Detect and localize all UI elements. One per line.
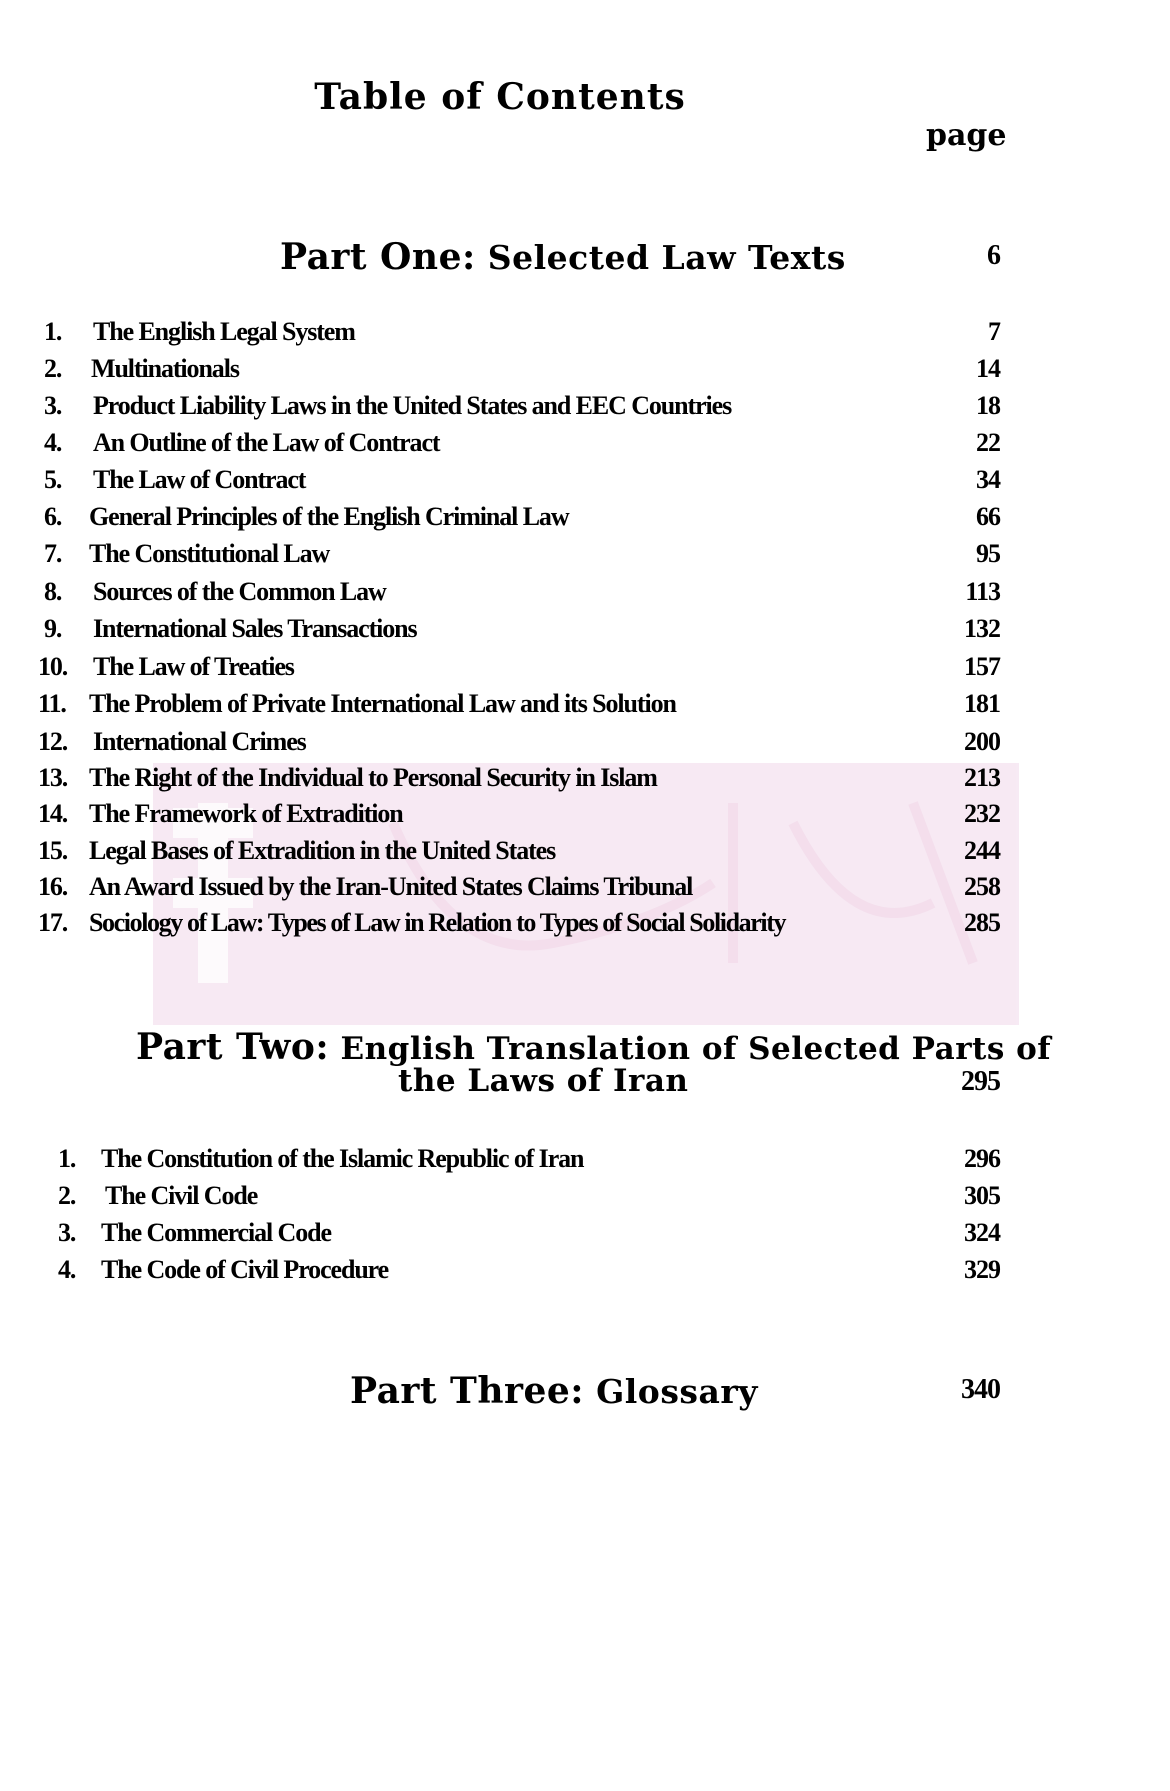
entry-page: 296 [964,1144,1000,1173]
entry-title: Product Liability Laws in the United States and EEC Countries [93,391,732,420]
entry-title: International Crimes [93,727,306,756]
entry-title: An Award Issued by the Iran-United States Claims Tribunal [89,872,693,901]
page-column-label: page [926,118,1007,153]
entry-number: 13. [38,763,68,792]
entry-number: 7. [44,539,62,568]
entry-page: 244 [964,836,1000,865]
entry-page: 181 [964,689,1000,718]
entry-number: 16. [38,872,68,901]
entry-title: The Constitutional Law [89,539,330,568]
entry-page: 200 [964,727,1000,756]
entry-title: The Commercial Code [101,1218,331,1247]
entry-page: 213 [964,763,1000,792]
entry-page: 232 [964,799,1000,828]
toc-entry[interactable] [0,872,1170,909]
entry-title: Multinationals [91,354,239,383]
toc-entry[interactable] [0,502,1170,539]
entry-number: 15. [38,836,68,865]
entry-title: The Framework of Extradition [89,799,403,828]
toc-entry[interactable] [0,763,1170,800]
entry-number: 14. [38,799,68,828]
entry-title: Sources of the Common Law [93,577,386,606]
toc-entry[interactable] [0,836,1170,873]
entry-number: 2. [58,1181,76,1210]
entry-page: 258 [964,872,1000,901]
entry-page: 329 [964,1255,1000,1284]
entry-page: 132 [964,614,1000,643]
entry-title: The Right of the Individual to Personal Security in Islam [89,763,657,792]
toc-entry[interactable] [0,391,1170,428]
entry-page: 305 [964,1181,1000,1210]
entry-number: 3. [44,391,62,420]
toc-entry[interactable] [0,577,1170,614]
entry-number: 12. [38,727,68,756]
entry-title: The Law of Contract [93,465,306,494]
entry-number: 1. [58,1144,76,1173]
entry-page: 22 [976,428,1000,457]
entry-page: 324 [964,1218,1000,1247]
entry-title: The English Legal System [93,317,355,346]
toc-entry[interactable] [0,428,1170,465]
entry-title: General Principles of the English Criminal Law [89,502,569,531]
entry-title: The Code of Civil Procedure [101,1255,389,1284]
part-two-title: English Translation of Selected Parts of [340,1031,1052,1067]
entry-number: 8. [44,577,62,606]
entry-title: Legal Bases of Extradition in the United States [89,836,556,865]
entry-number: 2. [44,354,62,383]
entry-title: An Outline of the Law of Contract [93,428,440,457]
toc-entry[interactable] [0,354,1170,391]
entry-page: 18 [976,391,1000,420]
entry-page: 157 [964,652,1000,681]
part-one-page: 6 [987,240,1000,271]
toc-entry[interactable] [0,689,1170,726]
toc-entry[interactable] [0,1181,1170,1218]
entry-number: 4. [58,1255,76,1284]
toc-entry[interactable] [0,908,1170,945]
part-one-label: Part One: [280,236,476,278]
part-three-heading [350,1370,758,1412]
toc-entry[interactable] [0,799,1170,836]
entry-number: 17. [38,908,68,937]
entry-page: 66 [976,502,1000,531]
entry-number: 3. [58,1218,76,1247]
toc-entry[interactable] [0,1255,1170,1292]
toc-entry[interactable] [0,614,1170,651]
part-three-label: Part Three: [350,1370,585,1412]
toc-entry[interactable] [0,539,1170,576]
toc-entry[interactable] [0,1218,1170,1255]
entry-number: 9. [44,614,62,643]
entry-number: 11. [38,689,66,718]
toc-title: Table of Contents [314,76,686,118]
entry-number: 4. [44,428,62,457]
toc-entry[interactable] [0,727,1170,764]
part-three-title: Glossary [596,1372,758,1411]
entry-page: 95 [976,539,1000,568]
toc-entry[interactable] [0,465,1170,502]
entry-title: International Sales Transactions [93,614,417,643]
entry-number: 6. [44,502,62,531]
part-two-heading [136,1026,1051,1068]
entry-title: The Civil Code [105,1181,258,1210]
entry-title: The Constitution of the Islamic Republic of Iran [101,1144,584,1173]
entry-number: 10. [38,652,68,681]
part-one-title: Selected Law Texts [487,238,846,277]
part-one-heading [280,236,846,278]
toc-entry[interactable] [0,1144,1170,1181]
entry-page: 113 [965,577,1000,606]
entry-number: 1. [44,317,62,346]
part-two-title-line2: the Laws of Iran [398,1063,689,1099]
toc-entry[interactable] [0,317,1170,354]
entry-title: Sociology of Law: Types of Law in Relation to Types of Social Solidarity [89,908,786,937]
part-three-page: 340 [961,1374,1000,1405]
entry-title: The Problem of Private International Law and its Solution [89,689,676,718]
entry-title: The Law of Treaties [93,652,294,681]
entry-number: 5. [44,465,62,494]
entry-page: 14 [976,354,1000,383]
entry-page: 7 [988,317,1000,346]
toc-entry[interactable] [0,652,1170,689]
entry-page: 34 [976,465,1000,494]
part-two-label: Part Two: [136,1026,330,1068]
entry-page: 285 [964,908,1000,937]
part-two-page: 295 [961,1066,1000,1097]
